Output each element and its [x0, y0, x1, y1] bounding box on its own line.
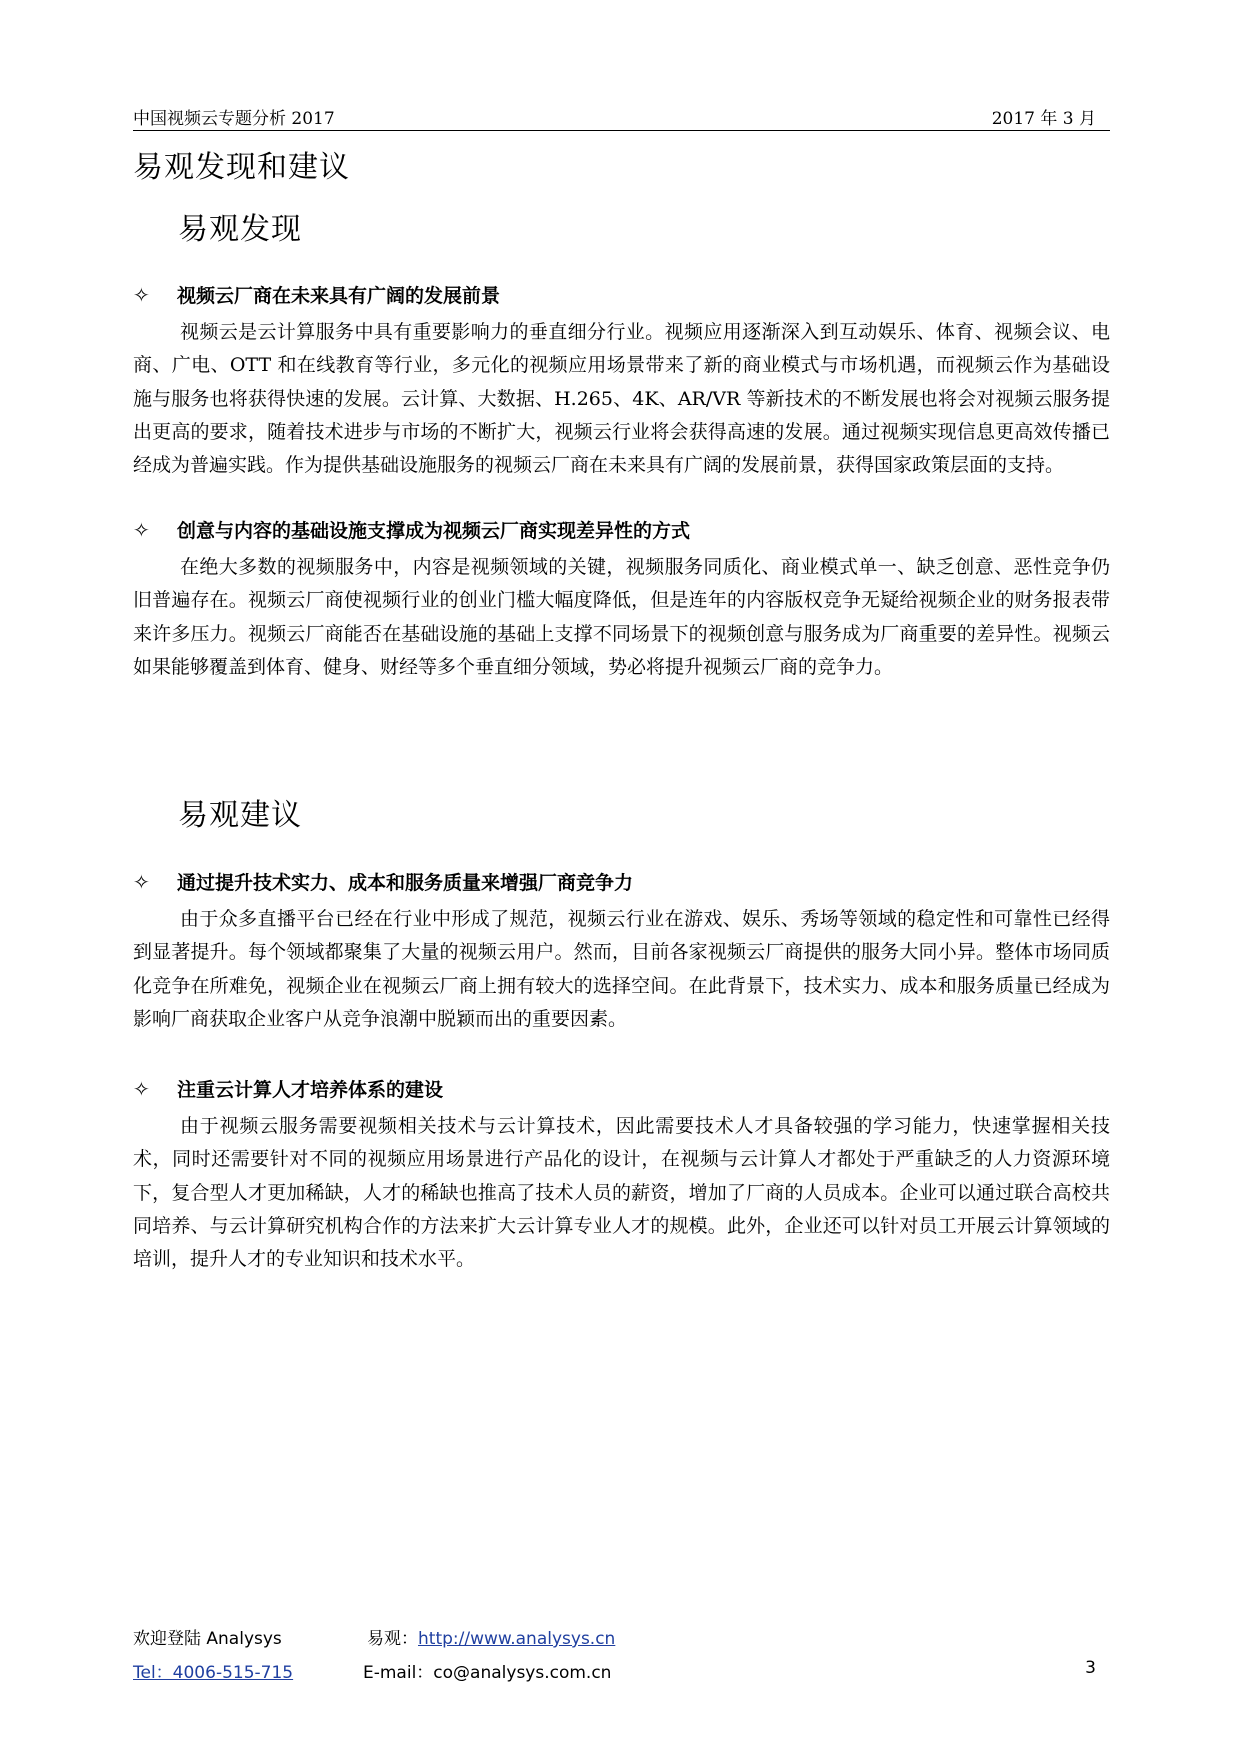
footer-tel-link[interactable]: Tel：4006-515-715	[133, 1663, 294, 1683]
page-header	[133, 98, 1110, 131]
suggestion-2-paragraph: 由于视频云服务需要视频相关技术与云计算技术，因此需要技术人才具备较强的学习能力，快速掌握相关技术，同时还需要针对不同的视频应用场景进行产品化的设计，在视频与云计算人才都处于严重缺乏的人力资源环境下，复合型人才更加稀缺，人才的稀缺也推高了技术人员的薪资，增加了厂商的人员成本。企业可以通过联合高校共同培养、与云计算研究机构合作的方法来扩大云计算专业人才的规模。此外，企业还可以针对员工开展云计算领域的培训，提升人才的专业知识和技术水平。	[133, 1115, 1110, 1271]
diamond-bullet-icon: ✧	[133, 870, 150, 894]
suggestion-2-heading	[133, 1075, 443, 1102]
footer-site-label: 易观：	[367, 1629, 418, 1649]
diamond-bullet-icon: ✧	[133, 518, 150, 542]
header-date: 2017 年 3 月	[991, 109, 1096, 129]
finding-2-heading	[133, 516, 690, 543]
suggestion-1-paragraph: 由于众多直播平台已经在行业中形成了规范，视频云行业在游戏、娱乐、秀场等领域的稳定性和可靠性已经得到显著提升。每个领域都聚集了大量的视频云用户。然而，目前各家视频云厂商提供的服务大同小异。整体市场同质化竞争在所难免，视频企业在视频云厂商上拥有较大的选择空间。在此背景下，技术实力、成本和服务质量已经成为影响厂商获取企业客户从竞争浪潮中脱颖而出的重要因素。	[133, 908, 1110, 1030]
suggestions-section-title: 易观建议	[178, 798, 302, 833]
page-number: 3	[1085, 1658, 1096, 1678]
suggestion-1-heading	[133, 868, 633, 895]
finding-1-heading	[133, 281, 500, 308]
finding-2-paragraph: 在绝大多数的视频服务中，内容是视频领域的关键，视频服务同质化、商业模式单一、缺乏创意、恶性竞争仍旧普遍存在。视频云厂商使视频行业的创业门槛大幅度降低，但是连年的内容版权竞争无疑给视频企业的财务报表带来许多压力。视频云厂商能否在基础设施的基础上支撑不同场景下的视频创意与服务成为厂商重要的差异性。视频云如果能够覆盖到体育、健身、财经等多个垂直细分领域，势必将提升视频云厂商的竞争力。	[133, 556, 1110, 678]
diamond-bullet-icon: ✧	[133, 283, 150, 307]
footer-email: E-mail：co@analysys.com.cn	[363, 1663, 612, 1683]
finding-2-heading-text: 创意与内容的基础设施支撑成为视频云厂商实现差异性的方式	[177, 520, 691, 542]
document-title: 易观发现和建议	[133, 150, 350, 185]
footer-site	[367, 1624, 615, 1649]
findings-section-title: 易观发现	[178, 212, 302, 247]
diamond-bullet-icon: ✧	[133, 1077, 150, 1101]
footer-site-link[interactable]: http://www.analysys.cn	[418, 1629, 616, 1649]
finding-1-heading-text: 视频云厂商在未来具有广阔的发展前景	[177, 285, 501, 307]
page-footer	[133, 1624, 1110, 1694]
header-report-title: 中国视频云专题分析 2017	[133, 109, 335, 129]
footer-welcome: 欢迎登陆 Analysys	[133, 1629, 282, 1649]
suggestion-1-heading-text: 通过提升技术实力、成本和服务质量来增强厂商竞争力	[177, 872, 634, 894]
suggestion-2-heading-text: 注重云计算人才培养体系的建设	[177, 1079, 444, 1101]
finding-1-paragraph: 视频云是云计算服务中具有重要影响力的垂直细分行业。视频应用逐渐深入到互动娱乐、体育、视频会议、电商、广电、OTT 和在线教育等行业，多元化的视频应用场景带来了新的商业模式与市场机遇，而视频云作为基础设施与服务也将获得快速的发展。云计算、大数据、H.265、4K、AR/VR 等新技术的不断发展也将会对视频云服务提出更高的要求，随着技术进步与市场的不断扩大，视频云行业将会获得高速的发展。通过视频实现信息更高效传播已经成为普遍实践。作为提供基础设施服务的视频云厂商在未来具有广阔的发展前景，获得国家政策层面的支持。	[133, 321, 1110, 477]
